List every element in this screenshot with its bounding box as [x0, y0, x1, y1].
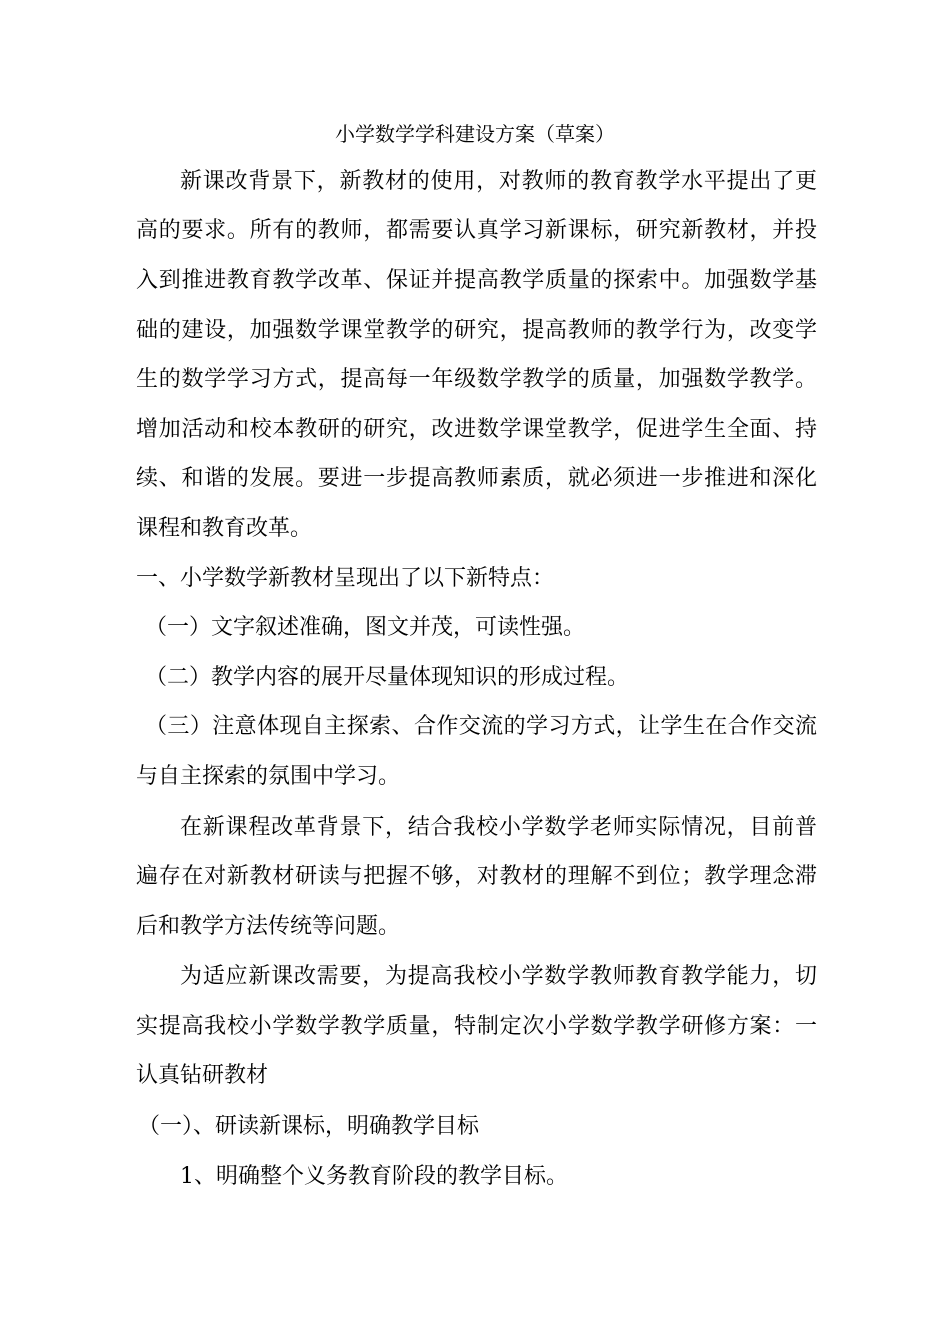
paragraph-line: 生的数学学习方式，提高每一年级数学教学的质量，加强数学教学。 — [136, 367, 817, 392]
paragraph-line: 新课改背景下，新教材的使用，对教师的教育教学水平提出了更 — [180, 169, 817, 194]
section-heading: 一、小学数学新教材呈现出了以下新特点： — [136, 566, 555, 591]
subsection-heading: （一）、研读新课标，明确教学目标 — [138, 1114, 480, 1139]
document-title: 小学数学学科建设方案（草案） — [335, 122, 615, 146]
paragraph-line: 与自主探索的氛围中学习。 — [136, 764, 401, 789]
paragraph-line: 实提高我校小学数学教学质量，特制定次小学数学教学研修方案：一 — [136, 1014, 817, 1039]
paragraph-line: 增加活动和校本教研的研究，改进数学课堂教学，促进学生全面、持 — [136, 417, 817, 442]
list-item: （一）文字叙述准确，图文并茂，可读性强。 — [145, 615, 586, 640]
paragraph-line: 认真钻研教材 — [136, 1063, 269, 1088]
paragraph-line: 础的建设，加强数学课堂教学的研究，提高教师的教学行为，改变学 — [136, 318, 817, 343]
list-item: （二）教学内容的展开尽量体现知识的形成过程。 — [145, 665, 630, 690]
paragraph-line: 后和教学方法传统等问题。 — [136, 914, 401, 939]
paragraph-line: 为适应新课改需要，为提高我校小学数学教师教育教学能力，切 — [180, 964, 817, 989]
paragraph-line: 课程和教育改革。 — [136, 516, 313, 541]
paragraph-line: 高的要求。所有的教师，都需要认真学习新课标，研究新教材，并投 — [136, 218, 817, 243]
list-item: 1、明确整个义务教育阶段的教学目标。 — [180, 1164, 568, 1189]
list-item: （三）注意体现自主探索、合作交流的学习方式，让学生在合作交流 — [145, 714, 817, 739]
paragraph-line: 入到推进教育教学改革、保证并提高教学质量的探索中。加强数学基 — [136, 268, 817, 293]
paragraph-line: 在新课程改革背景下，结合我校小学数学老师实际情况，目前普 — [180, 815, 817, 840]
paragraph-line: 续、和谐的发展。要进一步提高教师素质，就必须进一步推进和深化 — [136, 466, 817, 491]
paragraph-line: 遍存在对新教材研读与把握不够，对教材的理解不到位；教学理念滞 — [136, 864, 817, 889]
